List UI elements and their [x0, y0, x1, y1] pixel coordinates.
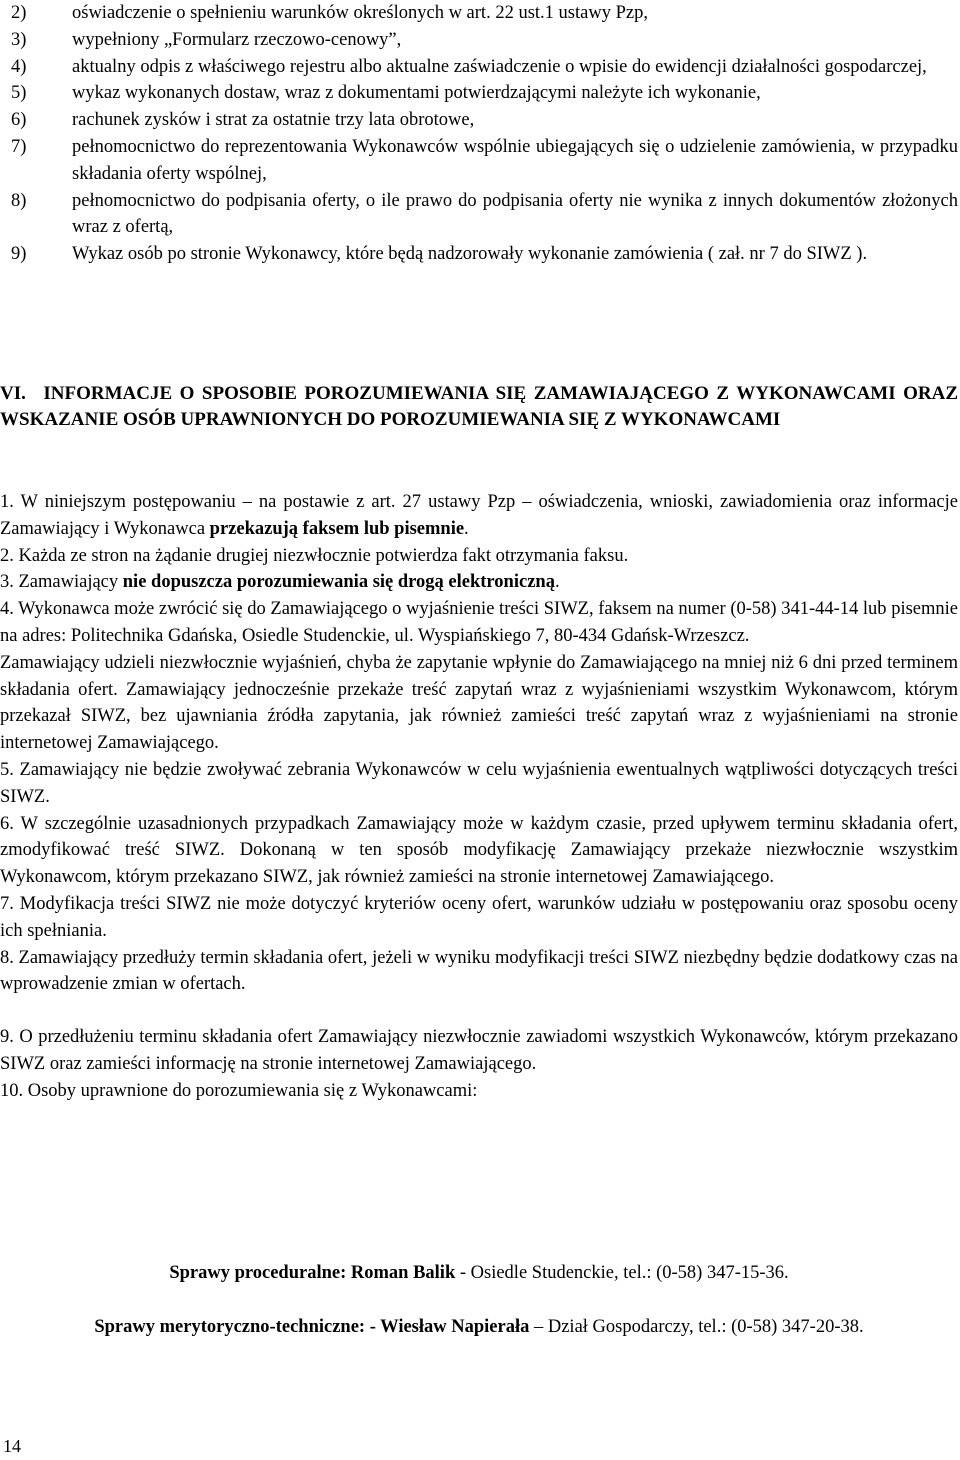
list-item — [0, 134, 958, 188]
paragraph-6: 6. W szczególnie uzasadnionych przypadkach Zamawiający może w każdym czasie, przed upływem terminu składania ofert, zmodyfikować treść SIWZ. Dokonaną w ten sposób modyfikację Zamawiający przekaże niezwłocznie wszystkim Wykonawcom, którym przekazano SIWZ, jak również zamieści na stronie internetowej Zamawiającego. — [0, 813, 958, 888]
list-item — [0, 0, 958, 27]
list-item-number: 2) — [11, 3, 27, 23]
paragraph-text: 1. W niniejszym postępowaniu – na postawie z art. 27 ustawy Pzp – oświadczenia, wnioski, zawiadomienia oraz informacje Zamawiający i Wykonawca — [0, 492, 958, 539]
list-item-number: 4) — [11, 56, 27, 77]
list-item-number: 8) — [11, 190, 27, 211]
paragraph-5: 5. Zamawiający nie będzie zwoływać zebrania Wykonawców w celu wyjaśnienia ewentualnych wątpliwości dotyczących treści SIWZ. — [0, 759, 958, 807]
list-item-text: Wykaz osób po stronie Wykonawcy, które będą nadzorowały wykonanie zamówienia ( zał. nr 7 do SIWZ ). — [72, 244, 868, 265]
paragraph-bold-text: przekazują faksem lub pisemnie — [209, 518, 465, 539]
paragraph-bold-text: nie dopuszcza porozumiewania się drogą elektroniczną — [122, 572, 555, 593]
paragraph-1 — [0, 489, 958, 543]
list-item-text: aktualny odpis z właściwego rejestru albo aktualne zaświadczenie o wpisie do ewidencji działalności gospodarczej, — [72, 56, 927, 77]
paragraph-8: 8. Zamawiający przedłuży termin składania ofert, jeżeli w wyniku modyfikacji treści SIWZ niezbędny będzie dodatkowy czas na wprowadzenie zmian w ofertach. — [0, 947, 958, 995]
list-item — [0, 80, 958, 107]
paragraph-4: 4. Wykonawca może zwrócić się do Zamawiającego o wyjaśnienie treści SIWZ, faksem na numer (0-58) 341-44-14 lub pisemnie na adres: Politechnika Gdańska, Osiedle Studenckie, ul. Wyspiańskiego 7, 80-434 Gdańsk-Wrzeszcz. — [0, 599, 958, 646]
list-item-number: 5) — [11, 83, 27, 104]
section-heading — [0, 381, 958, 432]
list-item-number: 6) — [11, 110, 27, 131]
list-item — [0, 54, 958, 81]
contact-procedural-details: - Osiedle Studenckie, tel.: (0-58) 347-15-36. — [455, 1263, 789, 1283]
paragraph-text: . — [554, 572, 560, 593]
paragraph-text: . — [464, 518, 469, 539]
spacer — [0, 998, 958, 1024]
spacer — [0, 1287, 958, 1314]
list-item-number: 9) — [11, 244, 27, 265]
list-item-text: pełnomocnictwo do reprezentowania Wykonawców wspólnie ubiegających się o udzielenie zamówienia, w przypadku składania oferty wspólnej, — [72, 136, 958, 184]
list-item — [0, 241, 958, 268]
list-item — [0, 27, 958, 54]
section-body — [0, 489, 958, 1105]
section-title-text: INFORMACJE O SPOSOBIE POROZUMIEWANIA SIĘ ZAMAWIAJĄCEGO Z WYKONAWCAMI ORAZ WSKAZANIE OSÓB UPRAWNIONYCH DO POROZUMIEWANIA SIĘ Z WYKONAWCAMI — [0, 383, 959, 430]
section-number: VI. — [0, 383, 26, 404]
paragraph-9: 9. O przedłużeniu terminu składania ofert Zamawiający niezwłocznie zawiadomi wszystkich Wykonawców, którym przekazano SIWZ oraz zamieści informację na stronie internetowej Zamawiającego. — [0, 1027, 958, 1074]
page-number: 14 — [3, 1436, 21, 1456]
list-item-text: rachunek zysków i strat za ostatnie trzy lata obrotowe, — [72, 110, 475, 131]
paragraph-text: 3. Zamawiający — [0, 572, 123, 593]
paragraph-3 — [0, 569, 958, 596]
paragraph-7: 7. Modyfikacja treści SIWZ nie może dotyczyć kryteriów oceny ofert, warunków udziału w postępowaniu oraz sposobu oceny ich spełniania. — [0, 893, 958, 941]
contact-technical-details: – Dział Gospodarczy, tel.: (0-58) 347-20-38. — [529, 1316, 864, 1337]
list-item-text: oświadczenie o spełnieniu warunków określonych w art. 22 ust.1 ustawy Pzp, — [72, 3, 648, 23]
required-documents-list — [0, 0, 958, 268]
paragraph-4b: Zamawiający udzieli niezwłocznie wyjaśnień, chyba że zapytanie wpłynie do Zamawiającego na mniej niż 6 dni przed terminem składania ofert. Zamawiający jednocześnie przekaże treść zapytań wraz z wyjaśnieniami wszystkim Wykonawcom, którym przekazał SIWZ, bez ujawniania źródła zapytania, jak również zamieści treść zapytań wraz z wyjaśnieniami na stronie internetowej Zamawiającego. — [0, 652, 958, 754]
contact-procedural-name: Sprawy proceduralne: Roman Balik — [169, 1263, 456, 1283]
contact-technical — [0, 1314, 958, 1341]
list-item-number: 3) — [11, 29, 27, 50]
list-item — [0, 107, 958, 134]
paragraph-2: 2. Każda ze stron na żądanie drugiej niezwłocznie potwierdza fakt otrzymania faksu. — [0, 545, 629, 566]
list-item-text: wykaz wykonanych dostaw, wraz z dokumentami potwierdzającymi należyte ich wykonanie, — [72, 83, 761, 104]
paragraph-10: 10. Osoby uprawnione do porozumiewania się z Wykonawcami: — [0, 1080, 478, 1101]
section-title — [0, 381, 958, 432]
contact-procedural — [0, 1260, 958, 1287]
list-item — [0, 188, 958, 242]
list-item-text: pełnomocnictwo do podpisania oferty, o ile prawo do podpisania oferty nie wynika z innych dokumentów złożonych wraz z ofertą, — [72, 190, 958, 238]
contact-persons — [0, 1260, 958, 1341]
list-item-text: wypełniony „Formularz rzeczowo-cenowy”, — [72, 29, 402, 50]
contact-technical-name: Sprawy merytoryczno-techniczne: - Wiesław Napierała — [94, 1316, 530, 1337]
list-item-number: 7) — [11, 136, 27, 157]
